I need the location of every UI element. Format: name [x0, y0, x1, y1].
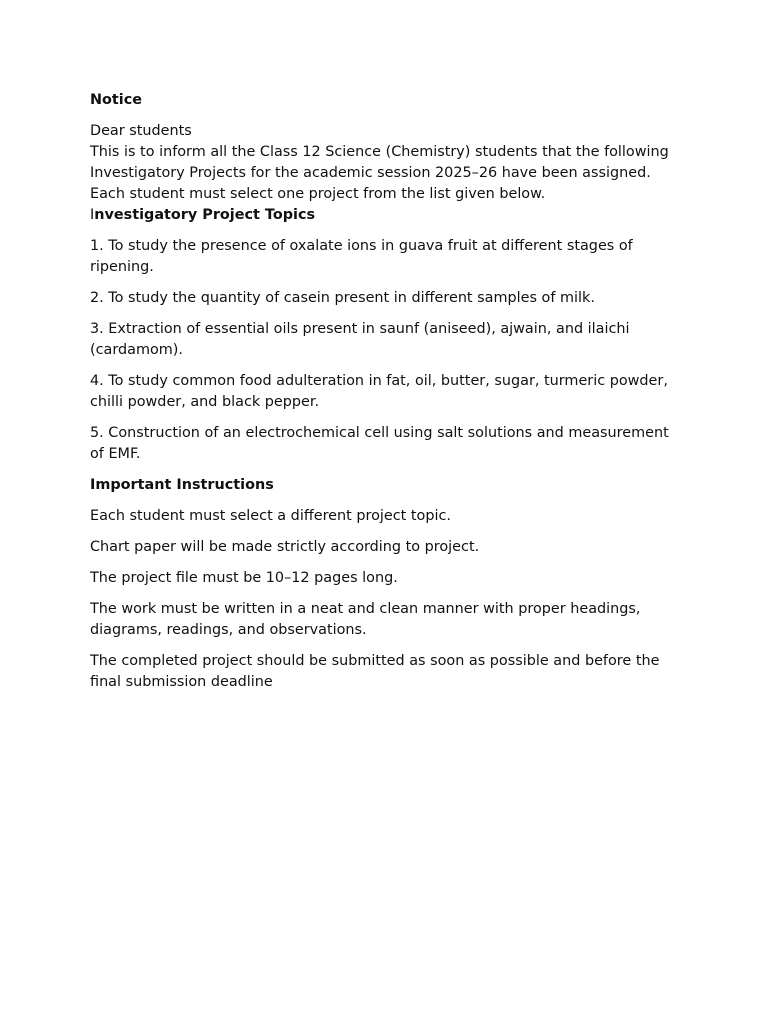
topic-item-2: 2. To study the quantity of casein present in different samples of milk.	[90, 290, 595, 306]
topic-item-1: 1. To study the presence of oxalate ions in guava fruit at different stages of ripening.	[90, 238, 633, 275]
intro-paragraph: This is to inform all the Class 12 Science (Chemistry) students that the following Investigatory Projects for the academic session 2025–26 have been assigned. Each student must select one project from the list given below.	[90, 144, 669, 202]
instruction-item-3: The project file must be 10–12 pages long.	[90, 570, 398, 586]
topic-item-3: 3. Extraction of essential oils present in saunf (aniseed), ajwain, and ilaichi (cardamom).	[90, 321, 630, 358]
topics-heading	[90, 205, 685, 226]
salutation: Dear students	[90, 123, 192, 139]
instructions-heading: Important Instructions	[90, 477, 274, 493]
instruction-item-2: Chart paper will be made strictly according to project.	[90, 539, 480, 555]
notice-title: Notice	[90, 92, 143, 108]
topic-item-5: 5. Construction of an electrochemical cell using salt solutions and measurement of EMF.	[90, 425, 669, 462]
topic-item-4: 4. To study common food adulteration in fat, oil, butter, sugar, turmeric powder, chilli powder, and black pepper.	[90, 373, 668, 410]
topics-heading-lead: I	[90, 207, 95, 223]
topics-heading-rest: nvestigatory Project Topics	[94, 207, 316, 223]
instruction-item-5: The completed project should be submitted as soon as possible and before the final submission deadline	[90, 653, 660, 690]
instruction-item-1: Each student must select a different project topic.	[90, 508, 451, 524]
instruction-item-4: The work must be written in a neat and clean manner with proper headings, diagrams, readings, and observations.	[90, 601, 641, 638]
document-page	[90, 90, 685, 703]
